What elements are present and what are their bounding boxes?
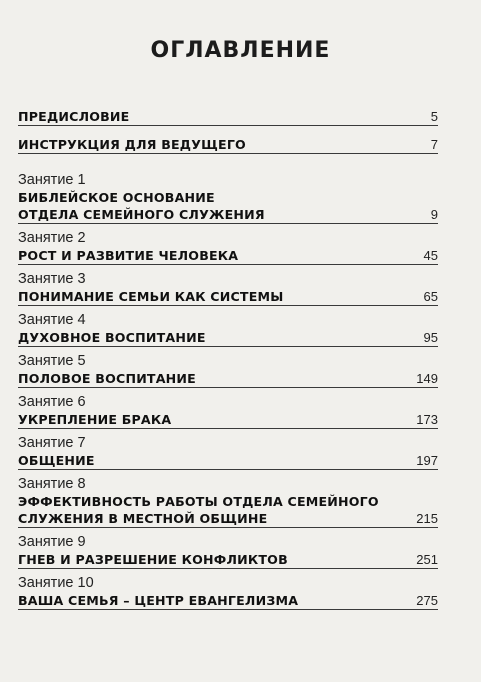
toc-heading: БИБЛЕЙСКОЕ ОСНОВАНИЕ bbox=[18, 190, 215, 205]
toc-heading: ПОЛОВОЕ ВОСПИТАНИЕ bbox=[18, 371, 196, 386]
toc-heading: ГНЕВ И РАЗРЕШЕНИЕ КОНФЛИКТОВ bbox=[18, 552, 288, 567]
toc-lesson-label: Занятие 7 bbox=[18, 435, 86, 451]
toc-page-number: 197 bbox=[416, 453, 438, 468]
toc-entry bbox=[18, 136, 438, 154]
toc-page-number: 215 bbox=[416, 511, 438, 526]
toc-row bbox=[18, 247, 438, 265]
toc-entry bbox=[18, 534, 438, 569]
toc-entry bbox=[18, 394, 438, 429]
toc-row bbox=[18, 411, 438, 429]
toc-entry bbox=[18, 312, 438, 347]
toc-row bbox=[18, 288, 438, 306]
toc-entry bbox=[18, 476, 438, 528]
toc-heading: СЛУЖЕНИЯ В МЕСТНОЙ ОБЩИНЕ bbox=[18, 511, 268, 526]
toc-row bbox=[18, 136, 438, 154]
toc-entry bbox=[18, 271, 438, 306]
toc-page-number: 7 bbox=[430, 137, 438, 152]
toc-lesson-label: Занятие 6 bbox=[18, 394, 86, 410]
page-title: ОГЛАВЛЕНИЕ bbox=[150, 38, 331, 63]
toc-entry bbox=[18, 108, 438, 126]
toc-heading: ЭФФЕКТИВНОСТЬ РАБОТЫ ОТДЕЛА СЕМЕЙНОГО bbox=[18, 494, 379, 509]
toc-page-number: 275 bbox=[416, 593, 438, 608]
toc-heading: ОТДЕЛА СЕМЕЙНОГО СЛУЖЕНИЯ bbox=[18, 207, 265, 222]
table-of-contents bbox=[18, 108, 438, 610]
toc-lesson-label: Занятие 1 bbox=[18, 172, 86, 188]
toc-page-number: 173 bbox=[416, 412, 438, 427]
toc-page-number: 65 bbox=[423, 289, 438, 304]
toc-page-number: 95 bbox=[423, 330, 438, 345]
toc-lesson-label: Занятие 2 bbox=[18, 230, 86, 246]
toc-entry bbox=[18, 172, 438, 224]
toc-heading: ВАША СЕМЬЯ – ЦЕНТР ЕВАНГЕЛИЗМА bbox=[18, 593, 299, 608]
toc-heading: ИНСТРУКЦИЯ ДЛЯ ВЕДУЩЕГО bbox=[18, 137, 246, 152]
toc-entry bbox=[18, 575, 438, 610]
toc-row bbox=[18, 329, 438, 347]
toc-row bbox=[18, 108, 438, 126]
toc-lesson-label: Занятие 5 bbox=[18, 353, 86, 369]
toc-lesson-label: Занятие 8 bbox=[18, 476, 86, 492]
toc-page-number: 5 bbox=[430, 109, 438, 124]
toc-heading: УКРЕПЛЕНИЕ БРАКА bbox=[18, 412, 172, 427]
toc-lesson-label: Занятие 9 bbox=[18, 534, 86, 550]
toc-row bbox=[18, 370, 438, 388]
toc-row bbox=[18, 510, 438, 528]
toc-row bbox=[18, 551, 438, 569]
toc-row bbox=[18, 452, 438, 470]
toc-row bbox=[18, 206, 438, 224]
toc-entry bbox=[18, 435, 438, 470]
toc-heading: ДУХОВНОЕ ВОСПИТАНИЕ bbox=[18, 330, 206, 345]
toc-page-number: 9 bbox=[430, 207, 438, 222]
toc-lesson-label: Занятие 3 bbox=[18, 271, 86, 287]
toc-heading: ОБЩЕНИЕ bbox=[18, 453, 95, 468]
toc-page-number: 149 bbox=[416, 371, 438, 386]
toc-heading: РОСТ И РАЗВИТИЕ ЧЕЛОВЕКА bbox=[18, 248, 239, 263]
toc-heading: ПРЕДИСЛОВИЕ bbox=[18, 109, 130, 124]
toc-lesson-label: Занятие 10 bbox=[18, 575, 94, 591]
toc-row bbox=[18, 592, 438, 610]
toc-lesson-label: Занятие 4 bbox=[18, 312, 86, 328]
toc-entry bbox=[18, 230, 438, 265]
toc-page-number: 251 bbox=[416, 552, 438, 567]
toc-page-number: 45 bbox=[423, 248, 438, 263]
toc-heading: ПОНИМАНИЕ СЕМЬИ КАК СИСТЕМЫ bbox=[18, 289, 284, 304]
toc-entry bbox=[18, 353, 438, 388]
